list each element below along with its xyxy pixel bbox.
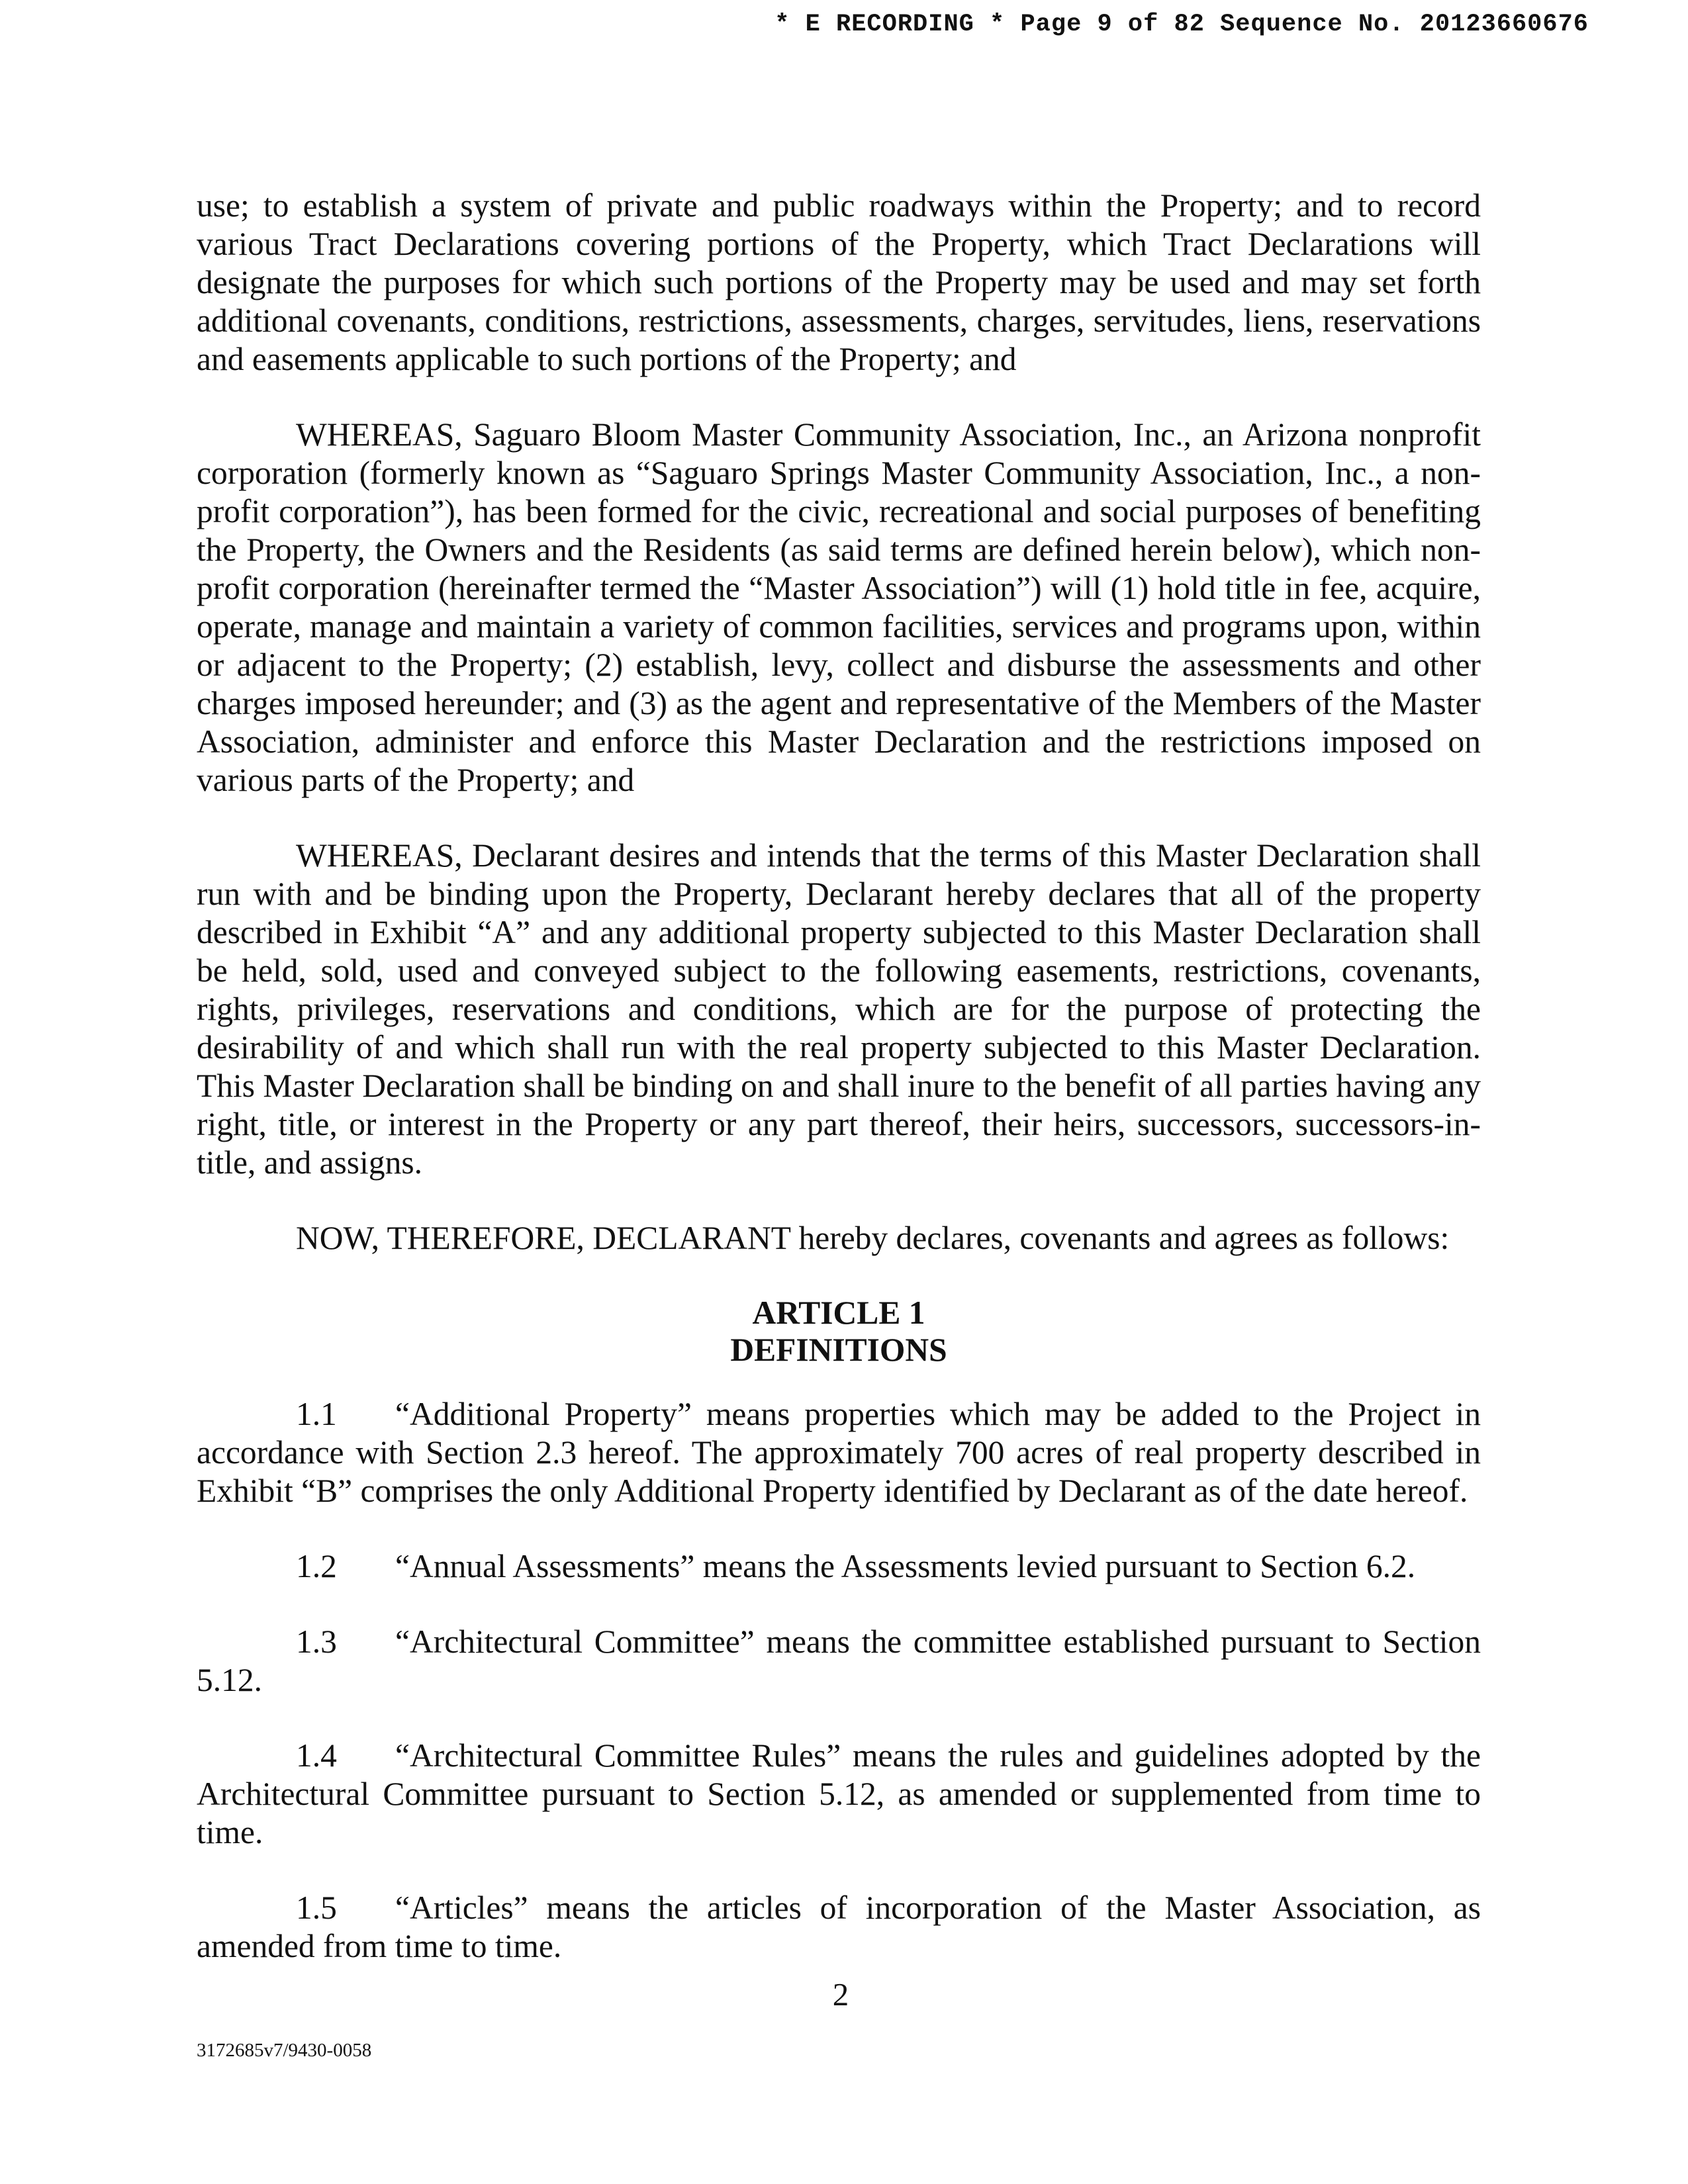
definition-text: “Additional Property” means properties which may be added to the Project in accordance with Section 2.3 hereof. The approximately 700 acres of real property described in Exhibit “B” comprises the only Additional Property identified by Declarant as of the date hereof. xyxy=(197,1396,1481,1509)
definition-text: “Architectural Committee” means the committee established pursuant to Section 5.12. xyxy=(197,1623,1481,1698)
page-number: 2 xyxy=(832,1976,849,2013)
document-body xyxy=(197,187,1481,2003)
paragraph-continuation: use; to establish a system of private and public roadways within the Property; and to record various Tract Declarations covering portions of the Property, which Tract Declarations will designate the purposes for which such portions of the Property may be used and may set forth additional covenants, conditions, restrictions, assessments, charges, servitudes, liens, reservations and easements applicable to such portions of the Property; and xyxy=(197,187,1481,377)
definition-number: 1.2 xyxy=(296,1548,337,1584)
paragraph-now-therefore: NOW, THEREFORE, DECLARANT hereby declares, covenants and agrees as follows: xyxy=(296,1220,1450,1256)
definition-text: “Architectural Committee Rules” means the rules and guidelines adopted by the Architectural Committee pursuant to Section 5.12, as amended or supplemented from time to time. xyxy=(197,1737,1481,1850)
article-heading xyxy=(197,1295,1481,1369)
paragraph-whereas-association: WHEREAS, Saguaro Bloom Master Community Association, Inc., an Arizona nonprofit corporation (formerly known as “Saguaro Springs Master Community Association, Inc., a non-profit corporation”), has been formed for the civic, recreational and social purposes of benefiting the Property, the Owners and the Residents (as said terms are defined herein below), which non-profit corporation (hereinafter termed the “Master Association”) will (1) hold title in fee, acquire, operate, manage and maintain a variety of common facilities, services and programs upon, within or adjacent to the Property; (2) establish, levy, collect and disburse the assessments and other charges imposed hereunder; and (3) as the agent and representative of the Members of the Master Association, administer and enforce this Master Declaration and the restrictions imposed on various parts of the Property; and xyxy=(197,416,1481,798)
definition-number: 1.5 xyxy=(296,1889,337,1926)
definition-item xyxy=(197,1623,1481,1700)
definition-item xyxy=(197,1547,1481,1586)
definition-item xyxy=(197,1889,1481,1966)
definition-number: 1.3 xyxy=(296,1623,337,1660)
recording-header: * E RECORDING * Page 9 of 82 Sequence No. 20123660676 xyxy=(774,11,1589,38)
definition-number: 1.4 xyxy=(296,1737,337,1774)
definition-number: 1.1 xyxy=(296,1396,337,1432)
article-title: DEFINITIONS xyxy=(730,1332,947,1368)
document-id: 3172685v7/9430-0058 xyxy=(197,2040,372,2061)
paragraph-whereas-declarant: WHEREAS, Declarant desires and intends that the terms of this Master Declaration shall run with and be binding upon the Property, Declarant hereby declares that all of the property described in Exhibit “A” and any additional property subjected to this Master Declaration shall be held, sold, used and conveyed subject to the following easements, restrictions, covenants, rights, privileges, reservations and conditions, which are for the purpose of protecting the desirability of and which shall run with the real property subjected to this Master Declaration. This Master Declaration shall be binding on and shall inure to the benefit of all parties having any right, title, or interest in the Property or any part thereof, their heirs, successors, successors-in-title, and assigns. xyxy=(197,837,1481,1181)
definition-text: “Annual Assessments” means the Assessments levied pursuant to Section 6.2. xyxy=(395,1548,1416,1584)
article-number: ARTICLE 1 xyxy=(752,1295,925,1331)
definition-item xyxy=(197,1737,1481,1852)
definition-item xyxy=(197,1395,1481,1510)
definition-text: “Articles” means the articles of incorporation of the Master Association, as amended from time to time. xyxy=(197,1889,1481,1964)
